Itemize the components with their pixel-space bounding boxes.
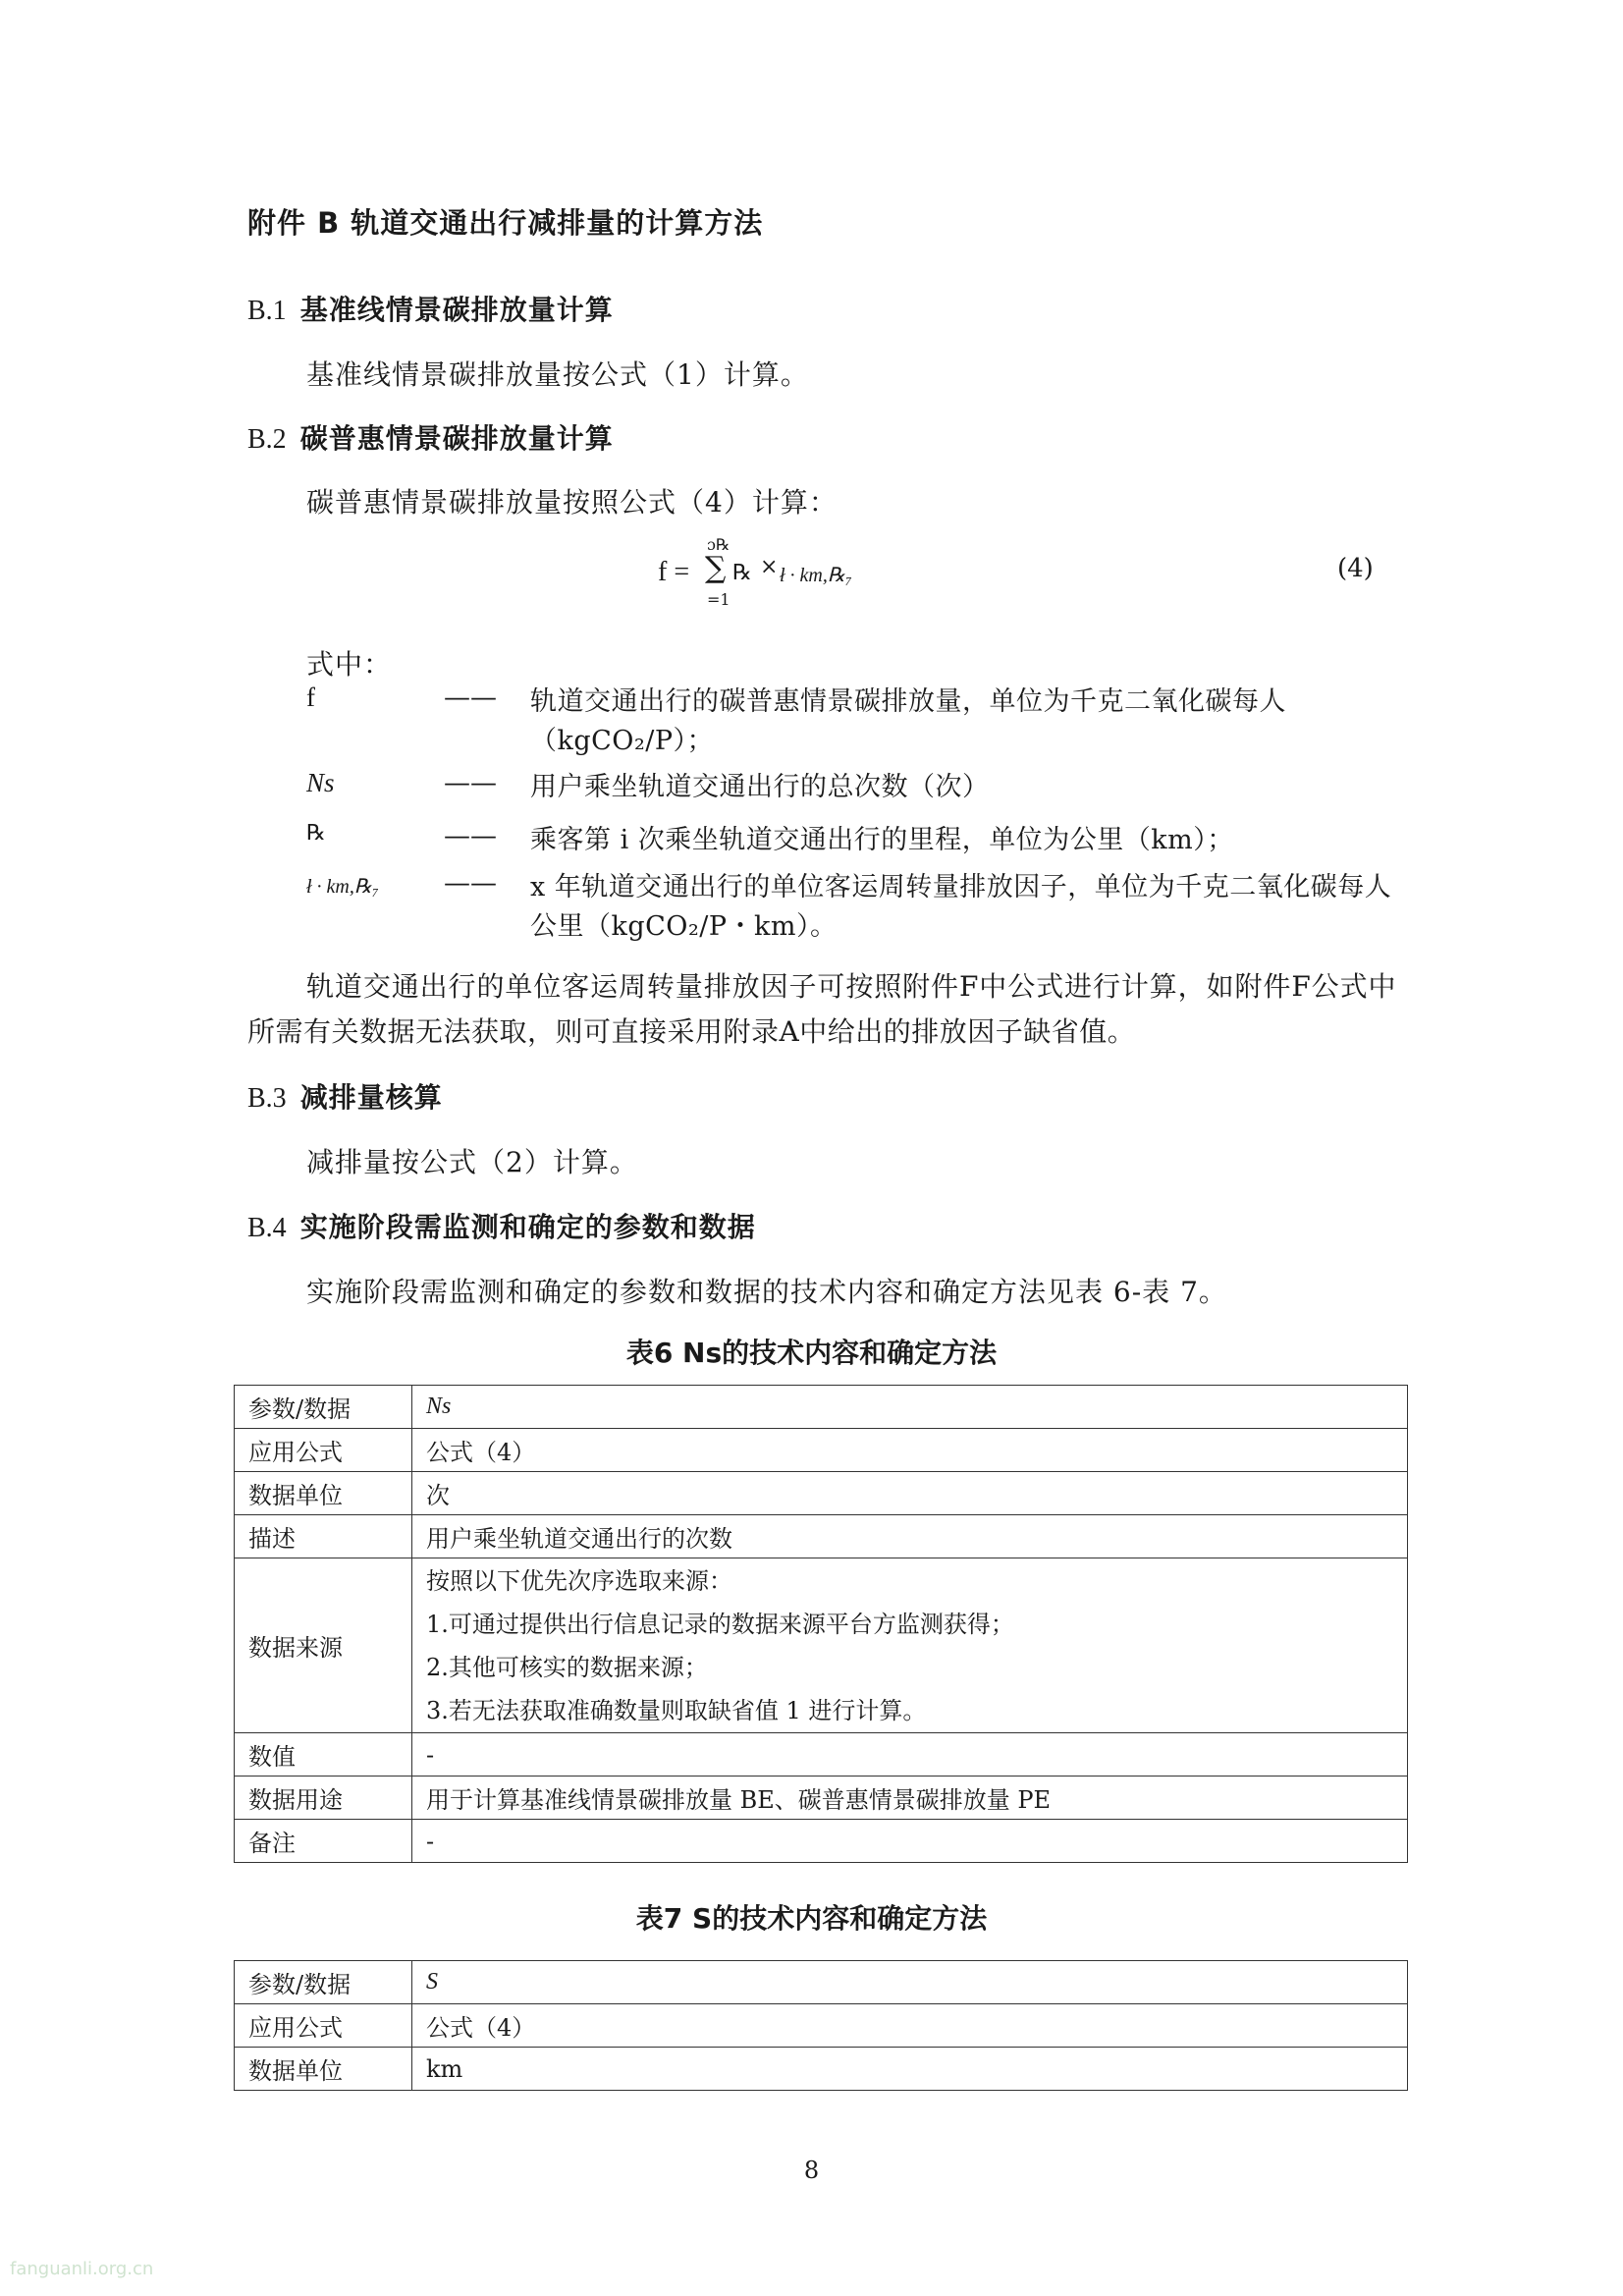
source-line: 2.其他可核实的数据来源； <box>426 1653 708 1681</box>
variable-definition <box>306 821 1396 860</box>
section-title: 基准线情景碳排放量计算 <box>299 294 614 326</box>
table-key: 数据来源 <box>235 1558 412 1733</box>
table-row <box>235 1961 1408 2004</box>
table-key: 参数/数据 <box>235 1961 412 2004</box>
variable-description: 乘客第 i 次乘坐轨道交通出行的里程，单位为公里（km）； <box>530 825 1234 855</box>
variable-dash: —— <box>444 821 497 851</box>
section-number: B.3 <box>247 1083 287 1114</box>
section-b3-heading <box>247 1076 443 1116</box>
section-number: B.4 <box>247 1213 287 1243</box>
section-b2-paragraph: 碳普惠情景碳排放量按照公式（4）计算： <box>306 486 838 519</box>
formula-sum-bottom: =1 <box>707 590 730 609</box>
variable-definition <box>306 868 1396 947</box>
table6 <box>234 1385 1408 1863</box>
section-b4-paragraph: 实施阶段需监测和确定的参数和数据的技术内容和确定方法见表 6-表 7。 <box>306 1276 1227 1308</box>
table-key: 数据单位 <box>235 1472 412 1515</box>
section-b3-paragraph: 减排量按公式（2）计算。 <box>306 1146 638 1178</box>
section-b4-heading <box>247 1206 756 1245</box>
variable-dash: —— <box>444 868 497 899</box>
section-title: 实施阶段需监测和确定的参数和数据 <box>299 1211 756 1243</box>
emission-factor-paragraph: 轨道交通出行的单位客运周转量排放因子可按照附件F中公式进行计算，如附件F公式中所需有关数据无法获取，则可直接采用附录A中给出的排放因子缺省值。 <box>247 970 1396 1048</box>
table-row <box>235 2004 1408 2048</box>
source-line: 3.若无法获取准确数量则取缺省值 1 进行计算。 <box>426 1696 927 1724</box>
table-row <box>235 1515 1408 1558</box>
formula-4 <box>658 535 893 614</box>
formula-term2: ł · km,℞₇ <box>780 565 852 586</box>
table7-caption: 表7 S的技术内容和确定方法 <box>635 1902 988 1935</box>
table-key: 数据单位 <box>235 2048 412 2091</box>
variable-description: x 年轨道交通出行的单位客运周转量排放因子，单位为千克二氧化碳每人公里（kgCO₂/P・km）。 <box>530 872 1392 942</box>
variable-description: 用户乘坐轨道交通出行的总次数（次） <box>530 772 990 802</box>
table-value: S <box>412 1961 1408 2004</box>
variable-dash: —— <box>444 768 497 798</box>
variable-description: 轨道交通出行的碳普惠情景碳排放量，单位为千克二氧化碳每人（kgCO₂/P）； <box>530 686 1286 756</box>
table-value: 次 <box>412 1472 1408 1515</box>
variable-symbol: ℞ <box>306 821 326 846</box>
where-label: 式中： <box>306 648 393 681</box>
table-key: 应用公式 <box>235 2004 412 2048</box>
table7 <box>234 1960 1408 2091</box>
table-value: - <box>412 1820 1408 1863</box>
table-value: 用于计算基准线情景碳排放量 BE、碳普惠情景碳排放量 PE <box>412 1777 1408 1820</box>
table-key: 数值 <box>235 1733 412 1777</box>
formula-number: (4) <box>1337 554 1374 583</box>
table-key: 数据用途 <box>235 1777 412 1820</box>
source-line: 按照以下优先次序选取来源： <box>426 1566 732 1595</box>
table-value: 公式（4） <box>412 1429 1408 1472</box>
variable-definition <box>306 683 1396 757</box>
table-row <box>235 1733 1408 1777</box>
section-title: 减排量核算 <box>299 1081 443 1114</box>
table-row <box>235 1386 1408 1429</box>
appendix-title: 附件 B 轨道交通出行减排量的计算方法 <box>247 206 764 240</box>
table-value <box>412 1558 1408 1733</box>
section-b2-heading <box>247 417 614 457</box>
table-key: 参数/数据 <box>235 1386 412 1429</box>
table-key: 应用公式 <box>235 1429 412 1472</box>
section-number: B.2 <box>247 424 287 455</box>
section-b1-heading <box>247 289 614 328</box>
section-number: B.1 <box>247 296 287 326</box>
table-value: - <box>412 1733 1408 1777</box>
table-value: 公式（4） <box>412 2004 1408 2048</box>
table-value: km <box>412 2048 1408 2091</box>
table-value: Ns <box>412 1386 1408 1429</box>
source-line: 1.可通过提供出行信息记录的数据来源平台方监测获得； <box>426 1610 1014 1638</box>
formula-times: × <box>760 555 779 579</box>
table-row <box>235 1472 1408 1515</box>
table-key: 描述 <box>235 1515 412 1558</box>
variable-symbol: ł · km,℞₇ <box>306 876 379 898</box>
table-row <box>235 2048 1408 2091</box>
page-number: 8 <box>803 2157 820 2184</box>
variable-definition <box>306 768 1396 807</box>
summation-symbol: ∑ <box>705 551 727 585</box>
watermark: fanguanli.org.cn <box>10 2259 154 2279</box>
table-row <box>235 1820 1408 1863</box>
formula-lhs: f = <box>658 557 690 587</box>
variable-symbol: f <box>306 683 315 712</box>
variable-symbol: Ns <box>306 768 335 797</box>
table-row <box>235 1558 1408 1733</box>
section-title: 碳普惠情景碳排放量计算 <box>299 422 614 455</box>
table-value: 用户乘坐轨道交通出行的次数 <box>412 1515 1408 1558</box>
table6-caption: 表6 Ns的技术内容和确定方法 <box>625 1337 998 1369</box>
variable-dash: —— <box>444 683 497 713</box>
table-key: 备注 <box>235 1820 412 1863</box>
section-b1-paragraph: 基准线情景碳排放量按公式（1）计算。 <box>306 358 809 391</box>
formula-term1: ℞ <box>732 561 752 585</box>
formula-sum-top: ɔ℞ <box>707 535 730 554</box>
table-row <box>235 1777 1408 1820</box>
table-row <box>235 1429 1408 1472</box>
